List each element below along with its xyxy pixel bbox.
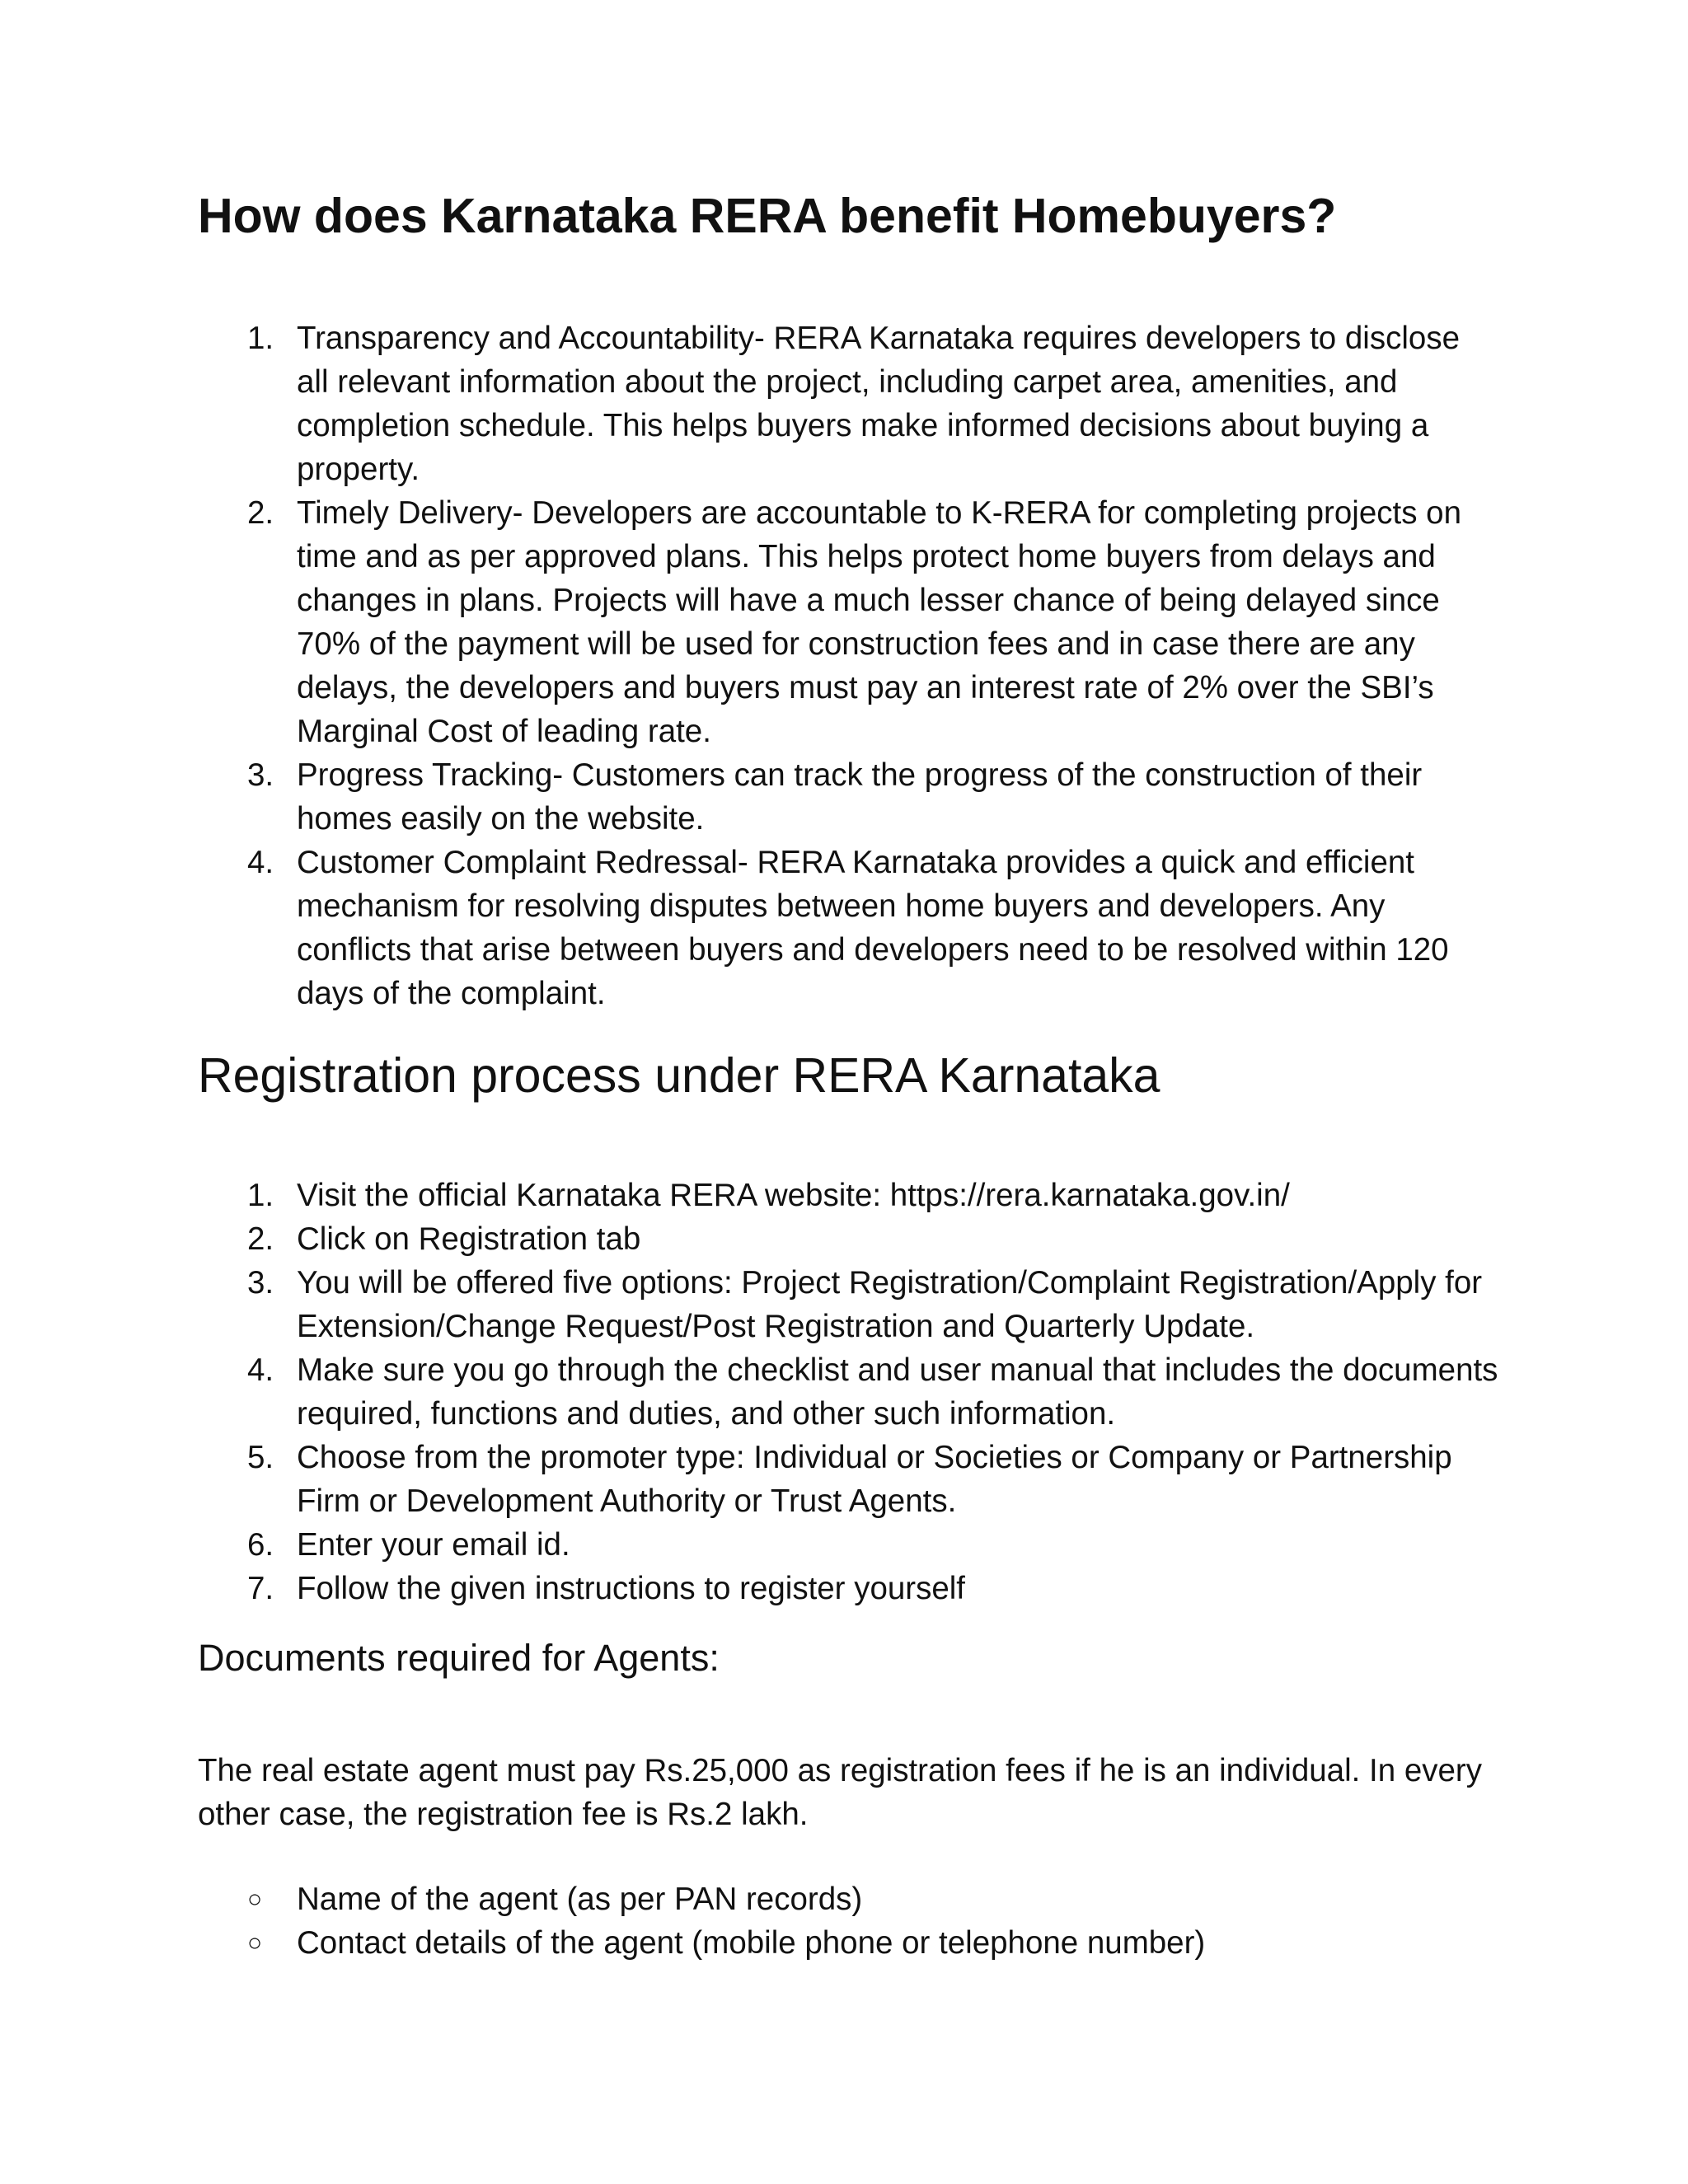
list-item <box>198 316 1500 491</box>
list-item-text: You will be offered five options: Project Registration/Complaint Registration/Apply for Extension/Change Request/Post Registration and Quarterly Update. <box>297 1265 1483 1344</box>
list-item <box>198 841 1500 1015</box>
list-number: 6. <box>247 1527 274 1563</box>
section-heading-agent-documents: Documents required for Agents: <box>198 1637 720 1679</box>
list-item <box>198 1174 1500 1217</box>
list-item-text: Visit the official Karnataka RERA website: https://rera.karnataka.gov.in/ <box>297 1178 1290 1213</box>
list-item <box>198 1523 1500 1567</box>
list-number: 1. <box>247 321 274 356</box>
list-item <box>198 1567 1500 1610</box>
list-item-text: Follow the given instructions to register yourself <box>297 1571 966 1606</box>
list-number: 2. <box>247 495 274 531</box>
list-number: 4. <box>247 845 274 880</box>
list-item <box>198 1877 1500 1921</box>
list-item <box>198 1261 1500 1348</box>
page-title: How does Karnataka RERA benefit Homebuyers? <box>198 189 1337 243</box>
list-item-text: Contact details of the agent (mobile phone or telephone number) <box>297 1925 1206 1961</box>
list-item-text: Progress Tracking- Customers can track the progress of the construction of their homes easily on the website. <box>297 757 1423 837</box>
list-item-text: Make sure you go through the checklist and user manual that includes the documents required, functions and duties, and other such information. <box>297 1352 1498 1432</box>
list-number: 5. <box>247 1440 274 1475</box>
registration-steps-list <box>198 1174 1500 1610</box>
list-item-text: Transparency and Accountability- RERA Karnataka requires developers to disclose all relevant information about the project, including carpet area, amenities, and completion schedule. This helps buyers make informed decisions about buying a property. <box>297 321 1460 487</box>
list-item-text: Customer Complaint Redressal- RERA Karnataka provides a quick and efficient mechanism for resolving disputes between home buyers and developers. Any conflicts that arise between buyers and developers need to be resolved within 120 days of the complaint. <box>297 845 1449 1011</box>
list-item-text: Name of the agent (as per PAN records) <box>297 1882 863 1917</box>
list-item <box>198 1217 1500 1261</box>
list-item <box>198 491 1500 753</box>
bullet-icon: ○ <box>247 1886 263 1913</box>
bullet-icon: ○ <box>247 1929 263 1957</box>
list-number: 3. <box>247 757 274 793</box>
agent-documents-list <box>198 1877 1500 1965</box>
list-number: 7. <box>247 1571 274 1606</box>
list-item-text: Enter your email id. <box>297 1527 570 1563</box>
benefits-list <box>198 316 1500 1015</box>
list-item <box>198 1348 1500 1436</box>
registration-fee-paragraph: The real estate agent must pay Rs.25,000 as registration fees if he is an individual. In every other case, the registration fee is Rs.2 lakh. <box>198 1753 1482 1832</box>
list-item <box>198 1921 1500 1965</box>
list-item-text: Timely Delivery- Developers are accountable to K-RERA for completing projects on time and as per approved plans. This helps protect home buyers from delays and changes in plans. Projects will have a much lesser chance of being delayed since 70% of the payment will be used for construction fees and in case there are any delays, the developers and buyers must pay an interest rate of 2% over the SBI’s Marginal Cost of leading rate. <box>297 495 1461 749</box>
list-number: 2. <box>247 1221 274 1257</box>
list-number: 3. <box>247 1265 274 1301</box>
list-item <box>198 1436 1500 1523</box>
list-number: 1. <box>247 1178 274 1213</box>
list-item <box>198 753 1500 841</box>
list-number: 4. <box>247 1352 274 1388</box>
section-heading-registration: Registration process under RERA Karnataka <box>198 1048 1160 1103</box>
list-item-text: Click on Registration tab <box>297 1221 641 1257</box>
list-item-text: Choose from the promoter type: Individual or Societies or Company or Partnership Firm or Development Authority or Trust Agents. <box>297 1440 1452 1519</box>
